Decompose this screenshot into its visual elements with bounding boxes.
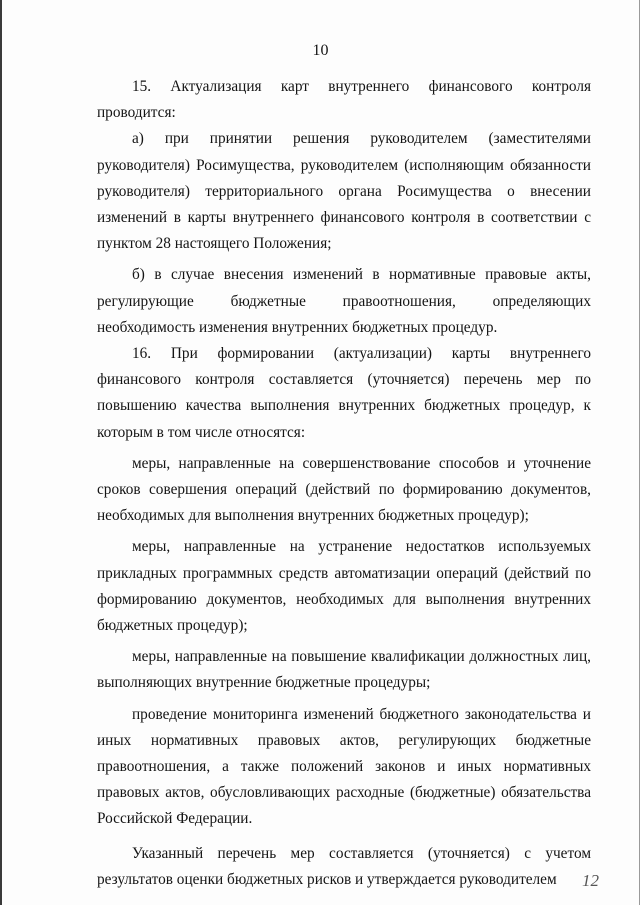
handwritten-page-mark: 12: [582, 871, 599, 890]
paragraph-16-heading: 16. При формировании (актуализации) карты внутреннего финансового контроля составляется (уточняется) перечень мер по повышению качества выполнения внутренних бюджетных процедур, к которым в том числе относятся:: [97, 345, 591, 441]
measure-item-3: меры, направленные на повышение квалификации должностных лиц, выполняющих внутренние бюджетные процедуры;: [97, 648, 591, 692]
page-number: 10: [312, 42, 329, 59]
paragraph-15-heading: 15. Актуализация карт внутреннего финансового контроля проводится:: [97, 78, 591, 122]
paragraph-15-item-b: б) в случае внесения изменений в нормативные правовые акты, регулирующие бюджетные правоотношения, определяющих необходимость изменения внутренних бюджетных процедур.: [97, 266, 591, 336]
measure-item-2: меры, направленные на устранение недостатков используемых прикладных программных средств автоматизации операций (действий по формированию документов, необходимых для выполнения внутренних бюджетных процедур);: [97, 538, 591, 635]
paragraph-15-item-a: а) при принятии решения руководителем (заместителями руководителя) Росимущества, руководителем (исполняющим обязанности руководителя) территориального органа Росимущества о внесении изменений в карты внутреннего финансового контроля в соответствии с пунктом 28 настоящего Положения;: [97, 130, 591, 253]
measure-item-4: проведение мониторинга изменений бюджетного законодательства и иных нормативных правовых актов, регулирующих бюджетные правоотношения, а также положений законов и иных нормативных правовых актов, обусловливающих расходные (бюджетные) обязательства Российской Федерации.: [97, 705, 591, 828]
measures-list-statement: Указанный перечень мер составляется (уточняется) с учетом результатов оценки бюджетных рисков и утверждается руководителем: [97, 844, 591, 888]
document-body: [97, 74, 591, 893]
measure-item-1: меры, направленные на совершенствование способов и уточнение сроков совершения операций (действий по формированию документов, необходимых для выполнения внутренних бюджетных процедур);: [97, 454, 591, 525]
